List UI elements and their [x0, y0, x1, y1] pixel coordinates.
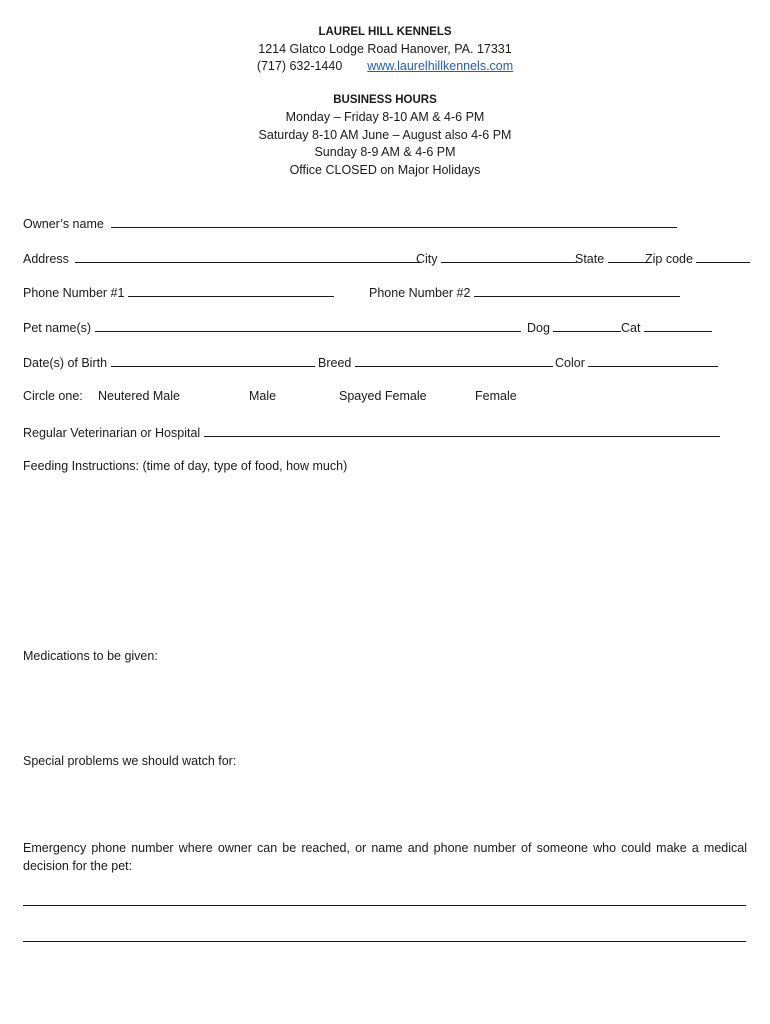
- feeding-area[interactable]: [23, 478, 746, 648]
- hours-sunday: Sunday 8-9 AM & 4-6 PM: [314, 145, 456, 159]
- vet-row: [23, 423, 720, 442]
- address-row: [23, 249, 421, 268]
- breed-group: [318, 353, 553, 372]
- emergency-label: Emergency phone number where owner can be reached, or name and phone number of someone who could make a medical decision for the pet:: [23, 841, 747, 873]
- zip-label: Zip code: [645, 252, 693, 266]
- contact-line: [0, 58, 770, 75]
- phone1-label: Phone Number #1: [23, 286, 125, 300]
- dog-field[interactable]: [553, 318, 621, 332]
- emergency-line-2[interactable]: [23, 941, 746, 942]
- city-field[interactable]: [441, 249, 577, 263]
- hours-holidays: Office CLOSED on Major Holidays: [289, 163, 481, 177]
- special-problems-label: Special problems we should watch for:: [23, 754, 237, 768]
- cat-field[interactable]: [644, 318, 712, 332]
- website-link[interactable]: www.laurelhillkennels.com: [367, 59, 514, 73]
- dob-field[interactable]: [111, 353, 315, 367]
- dog-label: Dog: [527, 321, 550, 335]
- cat-group: [621, 318, 712, 337]
- business-name: LAUREL HILL KENNELS: [318, 26, 452, 38]
- circle-one-label: Circle one:: [23, 389, 83, 403]
- vet-field[interactable]: [204, 423, 720, 437]
- hours-weekday: Monday – Friday 8-10 AM & 4-6 PM: [285, 110, 485, 124]
- special-problems-area[interactable]: [23, 773, 746, 837]
- dog-group: [527, 318, 621, 337]
- phone2-label: Phone Number #2: [369, 286, 471, 300]
- phone1-field[interactable]: [128, 283, 334, 297]
- breed-field[interactable]: [355, 353, 553, 367]
- option-female[interactable]: Female: [475, 389, 517, 403]
- breed-label: Breed: [318, 356, 352, 370]
- address-field[interactable]: [75, 249, 421, 263]
- dob-row: [23, 353, 315, 372]
- hours-title: BUSINESS HOURS: [333, 94, 437, 106]
- owner-name-row: [23, 214, 677, 233]
- medications-area[interactable]: [23, 668, 746, 750]
- phone2-group: [369, 283, 680, 302]
- color-field[interactable]: [588, 353, 718, 367]
- state-label: State: [575, 252, 605, 266]
- business-address: 1214 Glatco Lodge Road Hanover, PA. 17331: [258, 42, 512, 56]
- vet-label: Regular Veterinarian or Hospital: [23, 426, 201, 440]
- emergency-line-1[interactable]: [23, 905, 746, 906]
- owner-name-label: Owner’s name: [23, 217, 104, 231]
- hours-saturday: Saturday 8-10 AM June – August also 4-6 PM: [258, 128, 512, 142]
- state-group: [575, 249, 648, 268]
- zip-group: [645, 249, 750, 268]
- pet-name-label: Pet name(s): [23, 321, 92, 335]
- color-group: [555, 353, 718, 372]
- address-label: Address: [23, 252, 69, 266]
- pet-name-field[interactable]: [95, 318, 521, 332]
- option-male[interactable]: Male: [249, 389, 277, 403]
- feeding-label: Feeding Instructions: (time of day, type of food, how much): [23, 459, 348, 473]
- option-spayed-female[interactable]: Spayed Female: [339, 389, 427, 403]
- option-neutered-male[interactable]: Neutered Male: [98, 389, 180, 403]
- phone2-field[interactable]: [474, 283, 680, 297]
- color-label: Color: [555, 356, 585, 370]
- dob-label: Date(s) of Birth: [23, 356, 108, 370]
- pet-name-row: [23, 318, 521, 337]
- phone1-row: [23, 283, 334, 302]
- city-label: City: [416, 252, 438, 266]
- zip-field[interactable]: [696, 249, 750, 263]
- owner-name-field[interactable]: [111, 214, 677, 228]
- business-phone: (717) 632-1440: [256, 59, 343, 73]
- cat-label: Cat: [621, 321, 641, 335]
- state-field[interactable]: [608, 249, 648, 263]
- city-group: [416, 249, 577, 268]
- medications-label: Medications to be given:: [23, 649, 158, 663]
